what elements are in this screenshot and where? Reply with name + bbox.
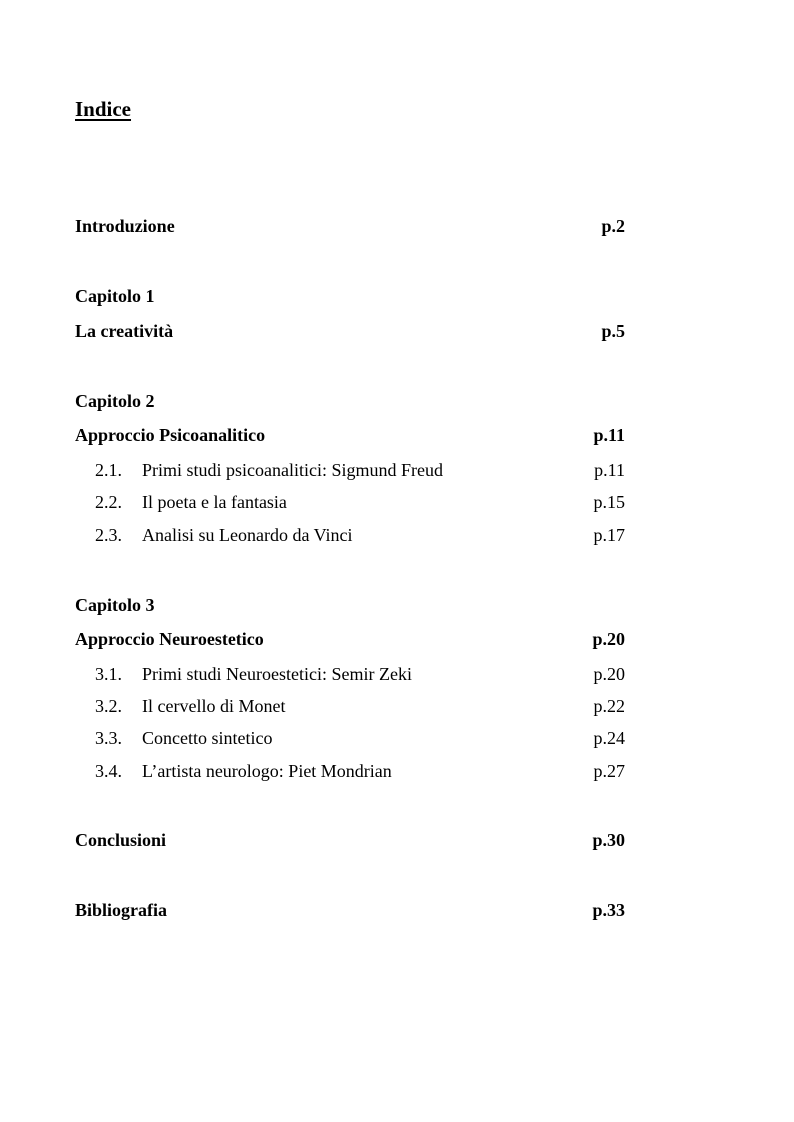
toc-entry-page: p.5 (601, 321, 625, 341)
toc-subentry-number: 3.1. (95, 664, 122, 684)
toc-subentry-page: p.24 (593, 728, 625, 748)
toc-subentry-page: p.20 (593, 664, 625, 684)
toc-subentry-page: p.27 (593, 761, 625, 781)
toc-chapter-heading-3 (75, 593, 625, 617)
toc-subentry-2-2 (75, 490, 625, 514)
toc-entry-approccio-neuroestetico (75, 627, 625, 651)
toc-entry-page: p.30 (592, 830, 625, 850)
toc-entry-label: Conclusioni (75, 830, 167, 850)
toc-subentry-label: Il poeta e la fantasia (142, 492, 287, 512)
toc-entry-label: Bibliografia (75, 900, 168, 920)
toc-chapter-label: Capitolo 1 (75, 286, 155, 306)
toc-subentry-3-4 (75, 759, 625, 783)
toc-subentry-number: 2.1. (95, 460, 122, 480)
toc-chapter-heading-1 (75, 284, 625, 308)
toc-subentry-label: Analisi su Leonardo da Vinci (142, 525, 353, 545)
page-title: Indice (75, 97, 132, 121)
toc-entry-page: p.2 (601, 216, 625, 236)
toc-entry-bibliografia (75, 898, 625, 922)
toc-subentry-number: 2.3. (95, 525, 122, 545)
toc-chapter-label: Capitolo 2 (75, 391, 155, 411)
toc-entry-conclusioni (75, 828, 625, 852)
toc-entry-introduzione (75, 214, 625, 238)
toc-chapter-heading-2 (75, 389, 625, 413)
toc-subentry-number: 3.3. (95, 728, 122, 748)
toc-subentry-page: p.22 (593, 696, 625, 716)
toc-subentry-page: p.15 (593, 492, 625, 512)
toc-entry-label: Approccio Psicoanalitico (75, 425, 266, 445)
toc-subentry-label: Concetto sintetico (142, 728, 273, 748)
toc-chapter-label: Capitolo 3 (75, 595, 155, 615)
toc-subentry-2-3 (75, 523, 625, 547)
toc-entry-page: p.20 (592, 629, 625, 649)
toc-subentry-2-1 (75, 458, 625, 482)
toc-entry-label: Introduzione (75, 216, 175, 236)
toc-entry-label: La creatività (75, 321, 174, 341)
toc-entry-page: p.11 (593, 425, 625, 445)
toc-subentry-label: Il cervello di Monet (142, 696, 286, 716)
toc-entry-page: p.33 (592, 900, 625, 920)
toc-subentry-number: 3.2. (95, 696, 122, 716)
toc-subentry-3-2 (75, 694, 625, 718)
toc-subentry-label: Primi studi Neuroestetici: Semir Zeki (142, 664, 412, 684)
toc-subentry-label: L’artista neurologo: Piet Mondrian (142, 761, 392, 781)
toc-subentry-number: 2.2. (95, 492, 122, 512)
toc-subentry-3-1 (75, 662, 625, 686)
toc-entry-approccio-psicoanalitico (75, 423, 625, 447)
toc-entry-creativita (75, 319, 625, 343)
toc-subentry-number: 3.4. (95, 761, 122, 781)
toc-subentry-page: p.11 (594, 460, 625, 480)
toc-subentry-page: p.17 (593, 525, 625, 545)
toc-entry-label: Approccio Neuroestetico (75, 629, 264, 649)
toc-subentry-3-3 (75, 726, 625, 750)
toc-subentry-label: Primi studi psicoanalitici: Sigmund Freud (142, 460, 443, 480)
